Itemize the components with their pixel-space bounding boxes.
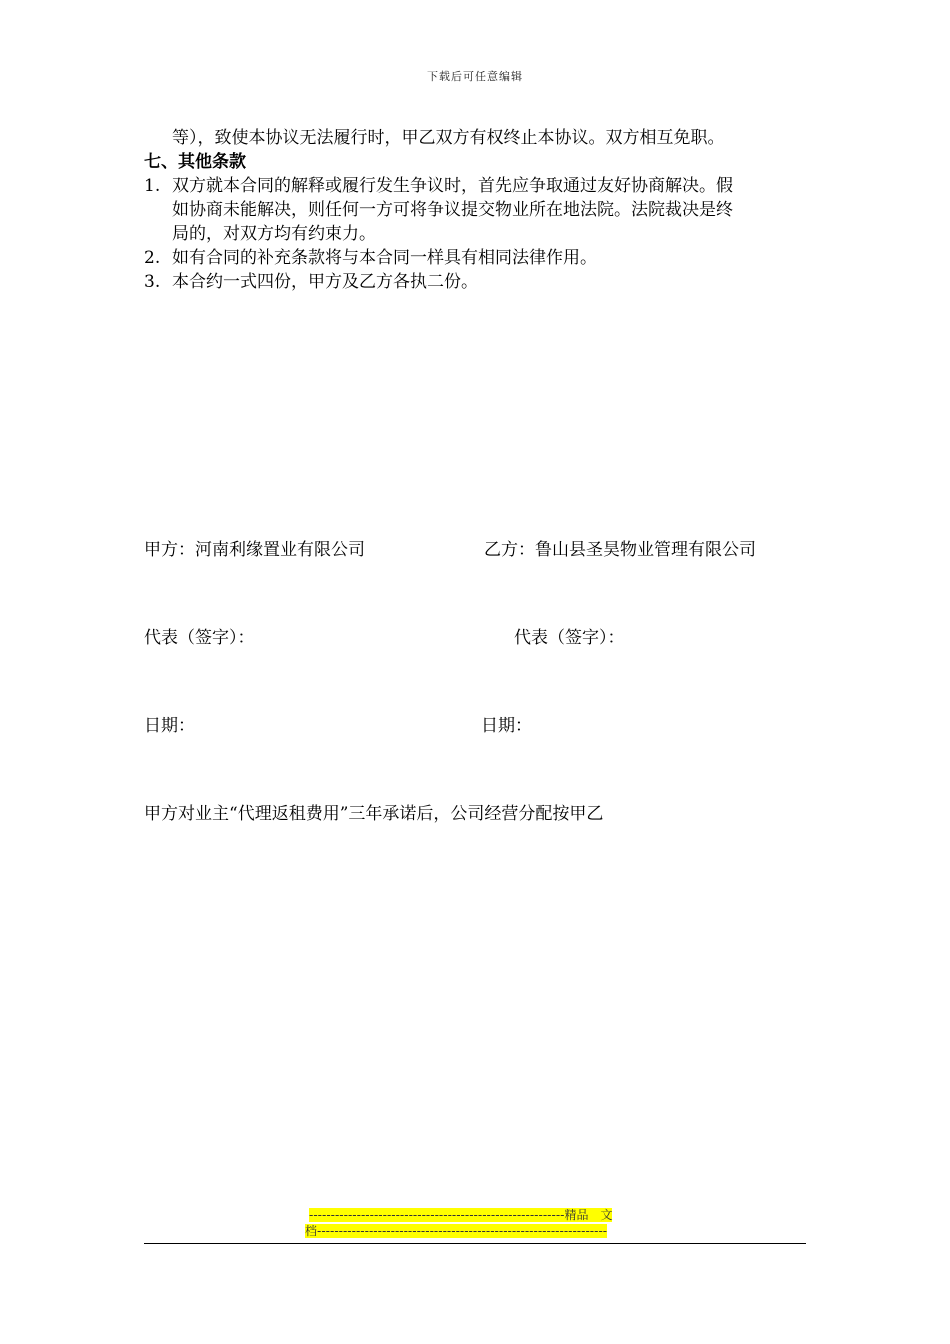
closing-text: 甲方对业主“代理返租费用”三年承诺后，公司经营分配按甲乙	[144, 804, 604, 824]
clause-text-line: 本合约一式四份，甲方及乙方各执二份。	[172, 272, 478, 292]
clause-1	[144, 174, 809, 246]
party-b-label: 乙方：鲁山县圣昊物业管理有限公司	[484, 540, 756, 560]
clause-number: 1.	[144, 176, 161, 196]
clause-text-line: 如有合同的补充条款将与本合同一样具有相同法律作用。	[172, 248, 597, 268]
continued-line: 等），致使本协议无法履行时，甲乙双方有权终止本协议。双方相互免职。	[172, 128, 725, 148]
clause-number: 2.	[144, 248, 161, 268]
party-b-representative-signature: 代表（签字）：	[514, 628, 625, 648]
party-a-representative-signature: 代表（签字）：	[144, 628, 255, 648]
footer-line-2: 档-------------------------------------------------------------------	[305, 1224, 608, 1238]
clause-text-line: 如协商未能解决，则任何一方可将争议提交物业所在地法院。法院裁决是终	[172, 200, 733, 220]
footer-watermark	[305, 1207, 650, 1239]
section-heading: 七、其他条款	[144, 152, 246, 172]
party-a-label: 甲方：河南利缘置业有限公司	[144, 540, 365, 560]
clause-2	[144, 246, 809, 270]
footer-line-1: -----------------------------------------------------------精品 文	[309, 1208, 613, 1222]
document-body	[144, 126, 809, 294]
party-a-date: 日期：	[144, 716, 195, 736]
clause-text-line: 双方就本合同的解释或履行发生争议时，首先应争取通过友好协商解决。假	[172, 176, 733, 196]
clause-3	[144, 270, 809, 294]
clause-number: 3.	[144, 272, 161, 292]
header-note: 下载后可任意编辑	[427, 70, 523, 83]
clause-text-line: 局的，对双方均有约束力。	[172, 224, 376, 244]
party-b-date: 日期：	[481, 716, 532, 736]
footer-rule	[144, 1243, 806, 1244]
